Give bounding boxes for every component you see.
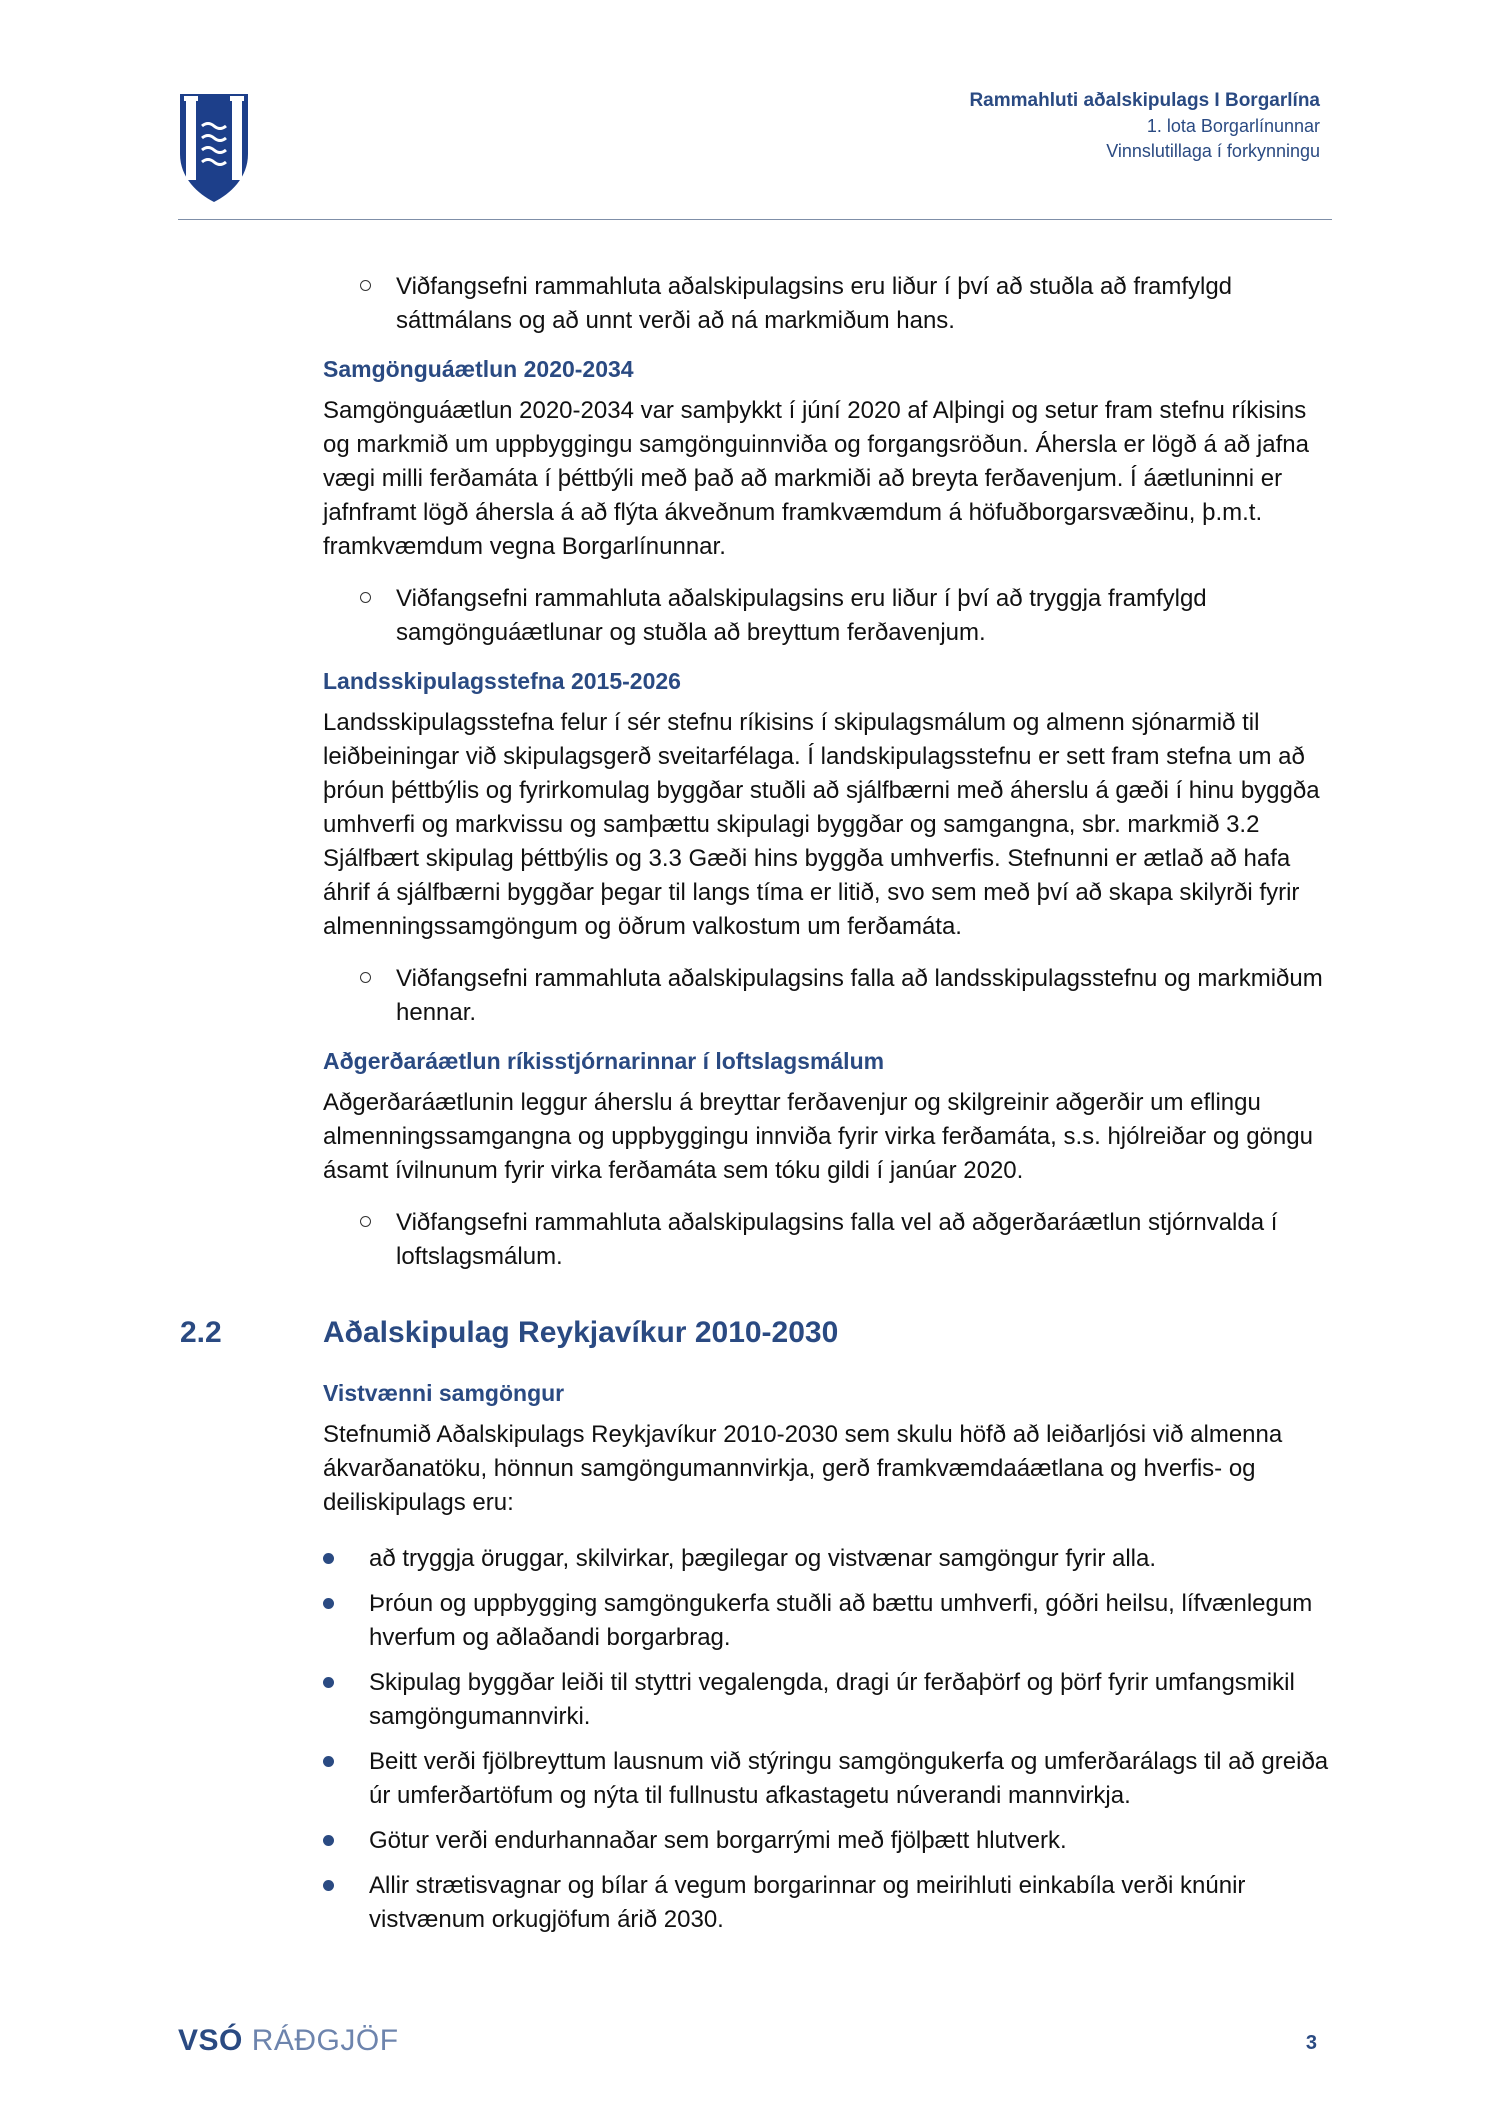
list-item <box>323 1666 1333 1734</box>
vso-radgjof-logo <box>178 2024 399 2058</box>
header-status: Vinnslutillaga í forkynningu <box>1106 141 1320 161</box>
list-item <box>323 1745 1333 1813</box>
section-title: Aðalskipulag Reykjavíkur 2010-2030 <box>323 1316 839 1349</box>
logo-light-text: RÁÐGJÖF <box>251 2024 399 2057</box>
paragraph: Landsskipulagsstefna felur í sér stefnu ríkisins í skipulagsmálum og almenn sjónarmið til leiðbeiningar við skipulagsgerð sveitarfélaga. Í landskipulagsstefnu er sett fram stefna um að þróun þéttbýlis og fyrirkomulag byggðar stuðli að sjálfbærni með áherslu á gæði í hinu byggða umhverfi og markvissu og samþættu skipulagi byggðar og samgangna, sbr. markmið 3.2 Sjálfbært skipulag þéttbýlis og 3.3 Gæði hins byggða umhverfis. Stefnunni er ætlað að hafa áhrif á sjálfbærni byggðar þegar til langs tíma er litið, svo sem með því að skapa skilyrði fyrir almenningssamgöngum og öðrum valkostum um ferðamáta. <box>323 709 1320 940</box>
bullet-dot-icon <box>323 1553 334 1564</box>
subheading-samgonguaaetlun: Samgönguáætlun 2020-2034 <box>323 356 634 382</box>
header-divider <box>178 219 1332 220</box>
subheading-landsskipulagsstefna: Landsskipulagsstefna 2015-2026 <box>323 668 681 694</box>
list-item-text: Viðfangsefni rammahluta aðalskipulagsins eru liður í því að tryggja framfylgd samgönguáætlunar og stuðla að breyttum ferðavenjum. <box>396 585 1207 646</box>
list-item <box>323 1542 1333 1576</box>
list-item <box>323 1587 1333 1655</box>
document-header <box>969 88 1320 164</box>
paragraph: Stefnumið Aðalskipulags Reykjavíkur 2010-2030 sem skulu höfð að leiðarljósi við almenna ákvarðanatöku, hönnun samgöngumannvirkja, gerð framkvæmdaáætlana og hverfis- og deiliskipulags eru: <box>323 1421 1283 1516</box>
list-item-text: Viðfangsefni rammahluta aðalskipulagsins falla að landsskipulagsstefnu og markmiðum hennar. <box>396 965 1323 1026</box>
hollow-bullet-icon <box>360 280 371 291</box>
section-number: 2.2 <box>180 1316 222 1349</box>
list-item <box>323 270 1333 338</box>
logo-bold-text: VSÓ <box>178 2024 243 2057</box>
list-item <box>323 1824 1333 1858</box>
bullet-dot-icon <box>323 1880 334 1891</box>
list-item <box>323 1206 1333 1274</box>
list-item-text: Götur verði endurhannaðar sem borgarrými með fjölþætt hlutverk. <box>369 1827 1067 1854</box>
paragraph: Samgönguáætlun 2020-2034 var samþykkt í júní 2020 af Alþingi og setur fram stefnu ríkisins og markmið um uppbyggingu samgönguinnviða og forgangsröðun. Áhersla er lögð á að jafna vægi milli ferðamáta í þéttbýli með það að markmiði að breyta ferðavenjum. Í áætluninni er jafnframt lögð áhersla á að flýta ákveðnum framkvæmdum á höfuðborgarsvæðinu, þ.m.t. framkvæmdum vegna Borgarlínunnar. <box>323 397 1309 560</box>
list-item <box>323 1869 1333 1937</box>
list-item <box>323 962 1333 1030</box>
main-content <box>323 270 1333 1290</box>
subheading-adgerdaraaetlun: Aðgerðaráætlun ríkisstjórnarinnar í loftslagsmálum <box>323 1048 885 1074</box>
section-content <box>323 1378 1333 1948</box>
header-title: Rammahluti aðalskipulags I Borgarlína <box>969 90 1320 111</box>
bullet-dot-icon <box>323 1677 334 1688</box>
subheading-vistvaenni-samgongur: Vistvænni samgöngur <box>323 1380 565 1406</box>
list-item <box>323 582 1333 650</box>
list-item-text: Þróun og uppbygging samgöngukerfa stuðli að bættu umhverfi, góðri heilsu, lífvænlegum hverfum og aðlaðandi borgarbrag. <box>369 1590 1313 1651</box>
list-item-text: Viðfangsefni rammahluta aðalskipulagsins eru liður í því að stuðla að framfylgd sáttmálans og að unnt verði að ná markmiðum hans. <box>396 273 1233 334</box>
list-item-text: Allir strætisvagnar og bílar á vegum borgarinnar og meirihluti einkabíla verði knúnir vistvænum orkugjöfum árið 2030. <box>369 1872 1246 1933</box>
hollow-bullet-icon <box>360 972 371 983</box>
bullet-dot-icon <box>323 1756 334 1767</box>
paragraph: Aðgerðaráætlunin leggur áherslu á breyttar ferðavenjur og skilgreinir aðgerðir um eflingu almenningssamgangna og uppbyggingu innviða fyrir virka ferðamáta, s.s. hjólreiðar og göngu ásamt ívilnunum fyrir virka ferðamáta sem tóku gildi í janúar 2020. <box>323 1089 1313 1184</box>
bullet-dot-icon <box>323 1835 334 1846</box>
list-item-text: Viðfangsefni rammahluta aðalskipulagsins falla vel að aðgerðaráætlun stjórnvalda í loftslagsmálum. <box>396 1209 1278 1270</box>
list-item-text: að tryggja öruggar, skilvirkar, þægilegar og vistvænar samgöngur fyrir alla. <box>369 1545 1157 1572</box>
page-number: 3 <box>1305 2032 1317 2054</box>
list-item-text: Skipulag byggðar leiði til styttri vegalengda, dragi úr ferðaþörf og þörf fyrir umfangsmikil samgöngumannvirki. <box>369 1669 1295 1730</box>
header-subtitle: 1. lota Borgarlínunnar <box>1146 116 1320 136</box>
hollow-bullet-icon <box>360 592 371 603</box>
hollow-bullet-icon <box>360 1216 371 1227</box>
list-item-text: Beitt verði fjölbreyttum lausnum við stýringu samgöngukerfa og umferðarálags til að greiða úr umferðartöfum og nýta til fullnustu afkastagetu núverandi mannvirkja. <box>369 1748 1329 1809</box>
bullet-dot-icon <box>323 1598 334 1609</box>
policy-list <box>323 1542 1333 1937</box>
reykjavik-crest-logo <box>178 92 250 204</box>
